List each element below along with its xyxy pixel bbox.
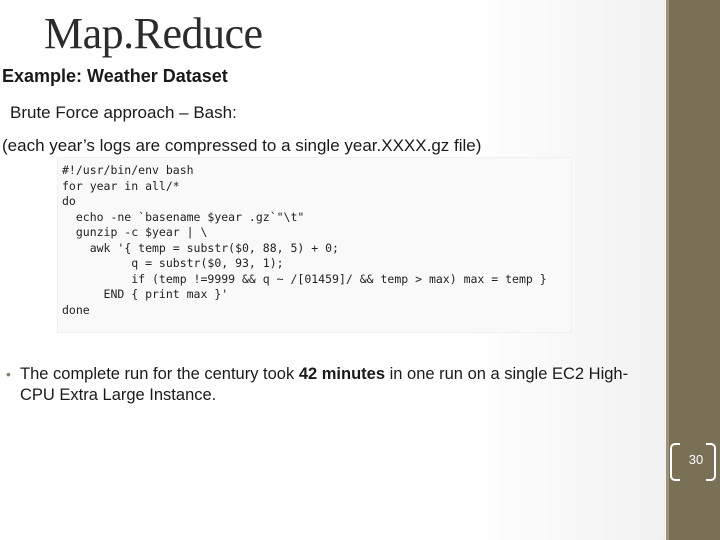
code-text: #!/usr/bin/env bash for year in all/* do echo -ne `basename $year .gz`"\t" gunzip -c $year | \ awk '{ temp = substr($0, 88, 5) + 0; q = substr($0, 93, 1); if (temp !=9999 && q ~ /[01459]/ && temp > max) max = temp } END { print max }' done bbox=[62, 163, 547, 317]
approach-text: Brute Force approach – Bash: bbox=[10, 103, 237, 122]
slide-title: Map.Reduce bbox=[44, 9, 263, 58]
side-bar-stripe bbox=[666, 0, 669, 540]
page-number: 30 bbox=[688, 452, 704, 467]
code-snippet bbox=[57, 157, 572, 333]
description-text: (each year’s logs are compressed to a single year.XXXX.gz file) bbox=[2, 136, 482, 155]
bullet-item bbox=[6, 364, 656, 406]
bullet-text bbox=[6, 364, 656, 406]
bullet-text-post: in one run on a single EC2 High-CPU Extra Large Instance. bbox=[20, 365, 629, 404]
bullet-text-pre: The complete run for the century took bbox=[20, 365, 299, 383]
slide-subtitle: Example: Weather Dataset bbox=[2, 66, 228, 86]
bullet-text-bold: 42 minutes bbox=[298, 365, 386, 383]
bullet-icon: • bbox=[6, 366, 11, 382]
